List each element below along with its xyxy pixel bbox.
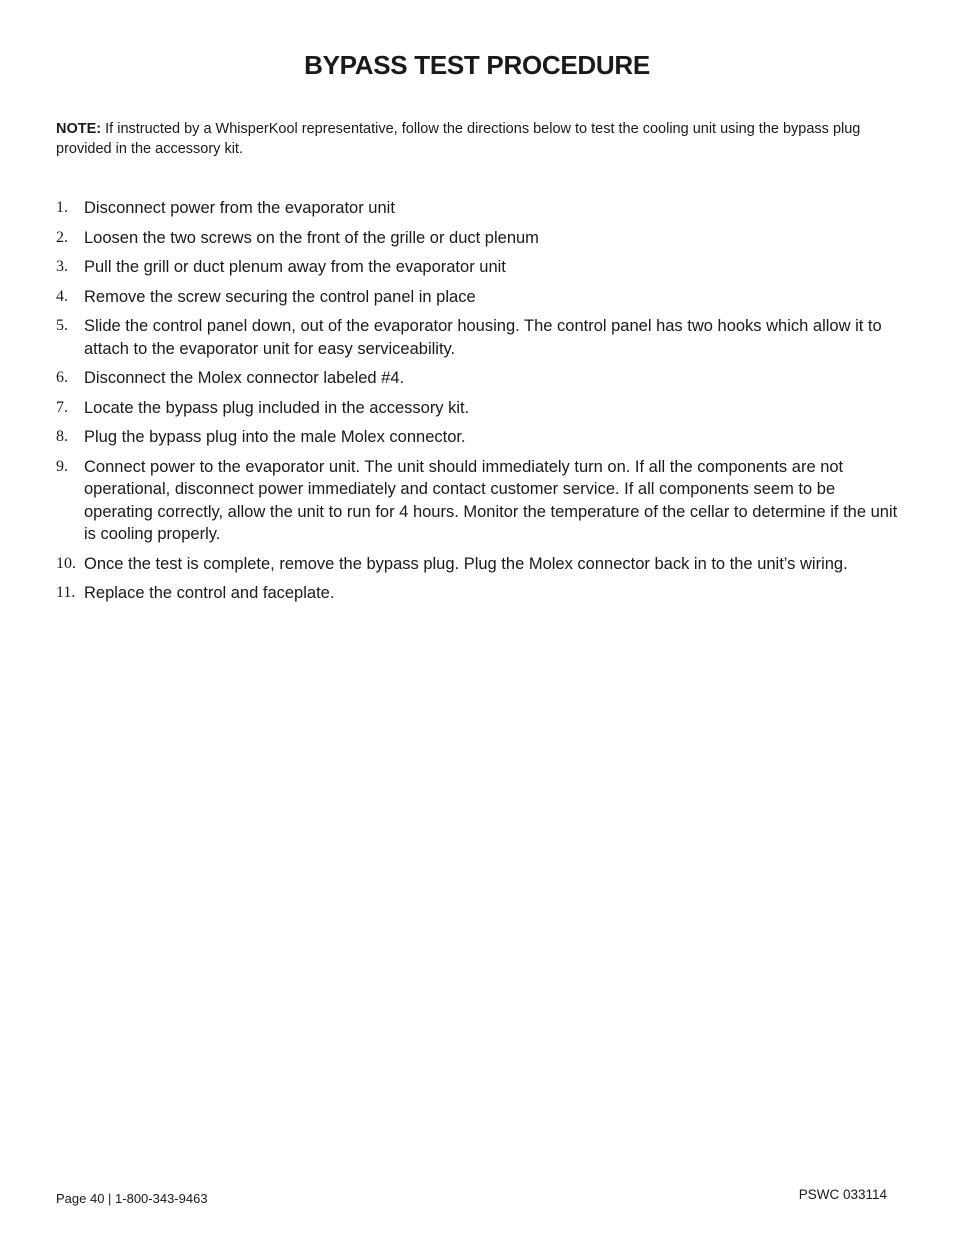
page-title: BYPASS TEST PROCEDURE: [304, 50, 650, 80]
step-item: [56, 256, 906, 279]
step-number: 5.: [56, 317, 68, 334]
note-paragraph: [56, 119, 886, 159]
step-item: [56, 227, 906, 250]
footer-page-info: Page 40 | 1-800-343-9463: [56, 1191, 208, 1206]
step-number: 6.: [56, 369, 68, 386]
step-number: 1.: [56, 199, 68, 216]
step-text: Plug the bypass plug into the male Molex connector.: [84, 428, 466, 446]
step-text: Once the test is complete, remove the bypass plug. Plug the Molex connector back in to the unit’s wiring.: [84, 554, 848, 573]
step-text: Slide the control panel down, out of the evaporator housing. The control panel has two hooks which allow it to attach to the evaporator unit for easy serviceability.: [84, 317, 882, 358]
step-text: Connect power to the evaporator unit. The unit should immediately turn on. If all the components are not operational, disconnect power immediately and contact customer service. If all components seem to be operating correctly, allow the unit to run for 4 hours. Monitor the temperature of the cellar to determine if the unit is cooling properly.: [84, 457, 898, 543]
step-text: Loosen the two screws on the front of the grille or duct plenum: [84, 228, 539, 247]
step-number: 10.: [56, 554, 76, 572]
step-number: 11.: [56, 584, 76, 601]
step-item: [56, 197, 906, 220]
step-item: [56, 315, 906, 360]
step-number: 9.: [56, 457, 68, 475]
step-item: [56, 553, 906, 576]
step-item: [56, 367, 906, 390]
step-item: [56, 286, 906, 309]
step-text: Disconnect power from the evaporator unit: [84, 199, 395, 217]
step-number: 4.: [56, 287, 68, 305]
step-text: Remove the screw securing the control panel in place: [84, 287, 476, 306]
procedure-steps: [56, 197, 906, 612]
step-number: 2.: [56, 228, 68, 246]
step-number: 7.: [56, 398, 68, 416]
step-item: [56, 426, 906, 449]
step-text: Disconnect the Molex connector labeled #4.: [84, 369, 405, 387]
note-text: If instructed by a WhisperKool representative, follow the directions below to test the cooling unit using the bypass plug provided in the accessory kit.: [56, 121, 861, 157]
step-text: Replace the control and faceplate.: [84, 584, 335, 602]
note-label: NOTE:: [56, 121, 102, 137]
step-item: [56, 456, 906, 546]
step-text: Pull the grill or duct plenum away from the evaporator unit: [84, 258, 506, 276]
footer-document-code: PSWC 033114: [798, 1187, 887, 1202]
step-item: [56, 582, 906, 605]
step-item: [56, 397, 906, 420]
step-number: 8.: [56, 428, 68, 445]
step-number: 3.: [56, 258, 68, 275]
step-text: Locate the bypass plug included in the accessory kit.: [84, 398, 470, 417]
